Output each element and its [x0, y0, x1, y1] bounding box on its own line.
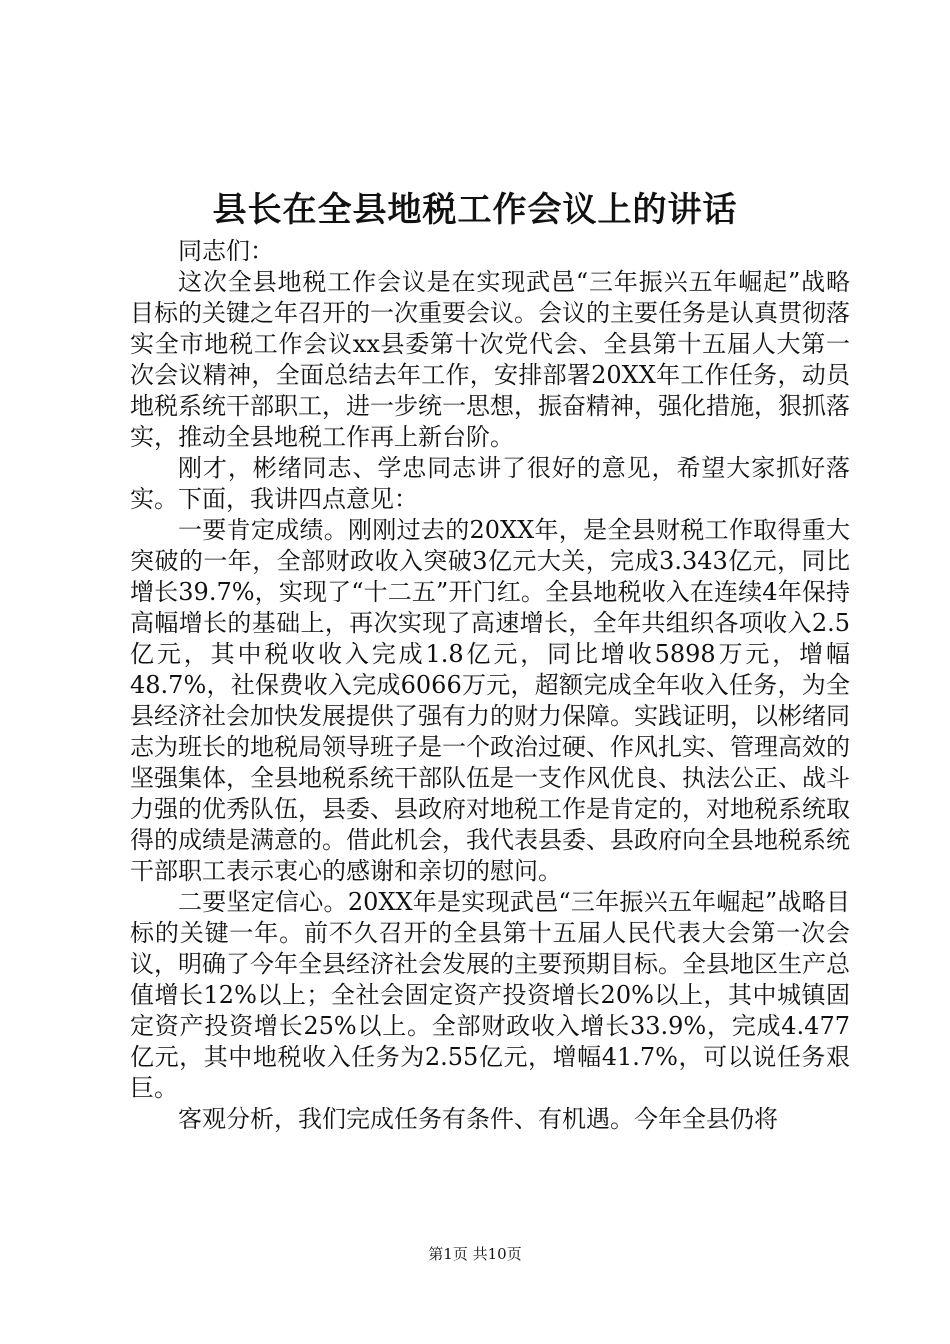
paragraph: 一要肯定成绩。刚刚过去的20XX年，是全县财税工作取得重大突破的一年，全部财政收入突破3亿元大关，完成3.343亿元，同比增长39.7%，实现了“十二五”开门红。全县地税收入在连续4年保持高幅增长的基础上，再次实现了高速增长，全年共组织各项收入2.5亿元，其中税收收入完成1.8亿元，同比增收5898万元，增幅48.7%，社保费收入完成6066万元，超额完成全年收入任务，为全县经济社会加快发展提供了强有力的财力保障。实践证明，以彬绪同志为班长的地税局领导班子是一个政治过硬、作风扎实、管理高效的坚强集体，全县地税系统干部队伍是一支作风优良、执法公正、战斗力强的优秀队伍，县委、县政府对地税工作是肯定的，对地税系统取得的成绩是满意的。借此机会，我代表县委、县政府向全县地税系统干部职工表示衷心的感谢和亲切的慰问。: [130, 516, 850, 885]
paragraph: 这次全县地税工作会议是在实现武邑“三年振兴五年崛起”战略目标的关键之年召开的一次重要会议。会议的主要任务是认真贯彻落实全市地税工作会议xx县委第十次党代会、全县第十五届人大第一次会议精神，全面总结去年工作，安排部署20XX年工作任务，动员地税系统干部职工，进一步统一思想，振奋精神，强化措施，狠抓落实，推动全县地税工作再上新台阶。: [130, 268, 850, 451]
paragraph: 二要坚定信心。20XX年是实现武邑“三年振兴五年崛起”战略目标的关键一年。前不久召开的全县第十五届人民代表大会第一次会议，明确了今年全县经济社会发展的主要预期目标。全县地区生产总值增长12%以上；全社会固定资产投资增长20%以上，其中城镇固定资产投资增长25%以上。全部财政收入增长33.9%，完成4.477亿元，其中地税收入任务为2.55亿元，增幅41.7%，可以说任务艰巨。: [130, 888, 850, 1102]
paragraph: 刚才，彬绪同志、学忠同志讲了很好的意见，希望大家抓好落实。下面，我讲四点意见：: [130, 454, 850, 513]
paragraph-salutation: 同志们：: [178, 237, 274, 265]
paragraph: 客观分析，我们完成任务有条件、有机遇。今年全县仍将: [178, 1105, 778, 1133]
document-body: [130, 236, 850, 1135]
page-number-footer: 第1页 共10页: [428, 1245, 522, 1263]
page-title: 县长在全县地税工作会议上的讲话: [212, 190, 738, 230]
